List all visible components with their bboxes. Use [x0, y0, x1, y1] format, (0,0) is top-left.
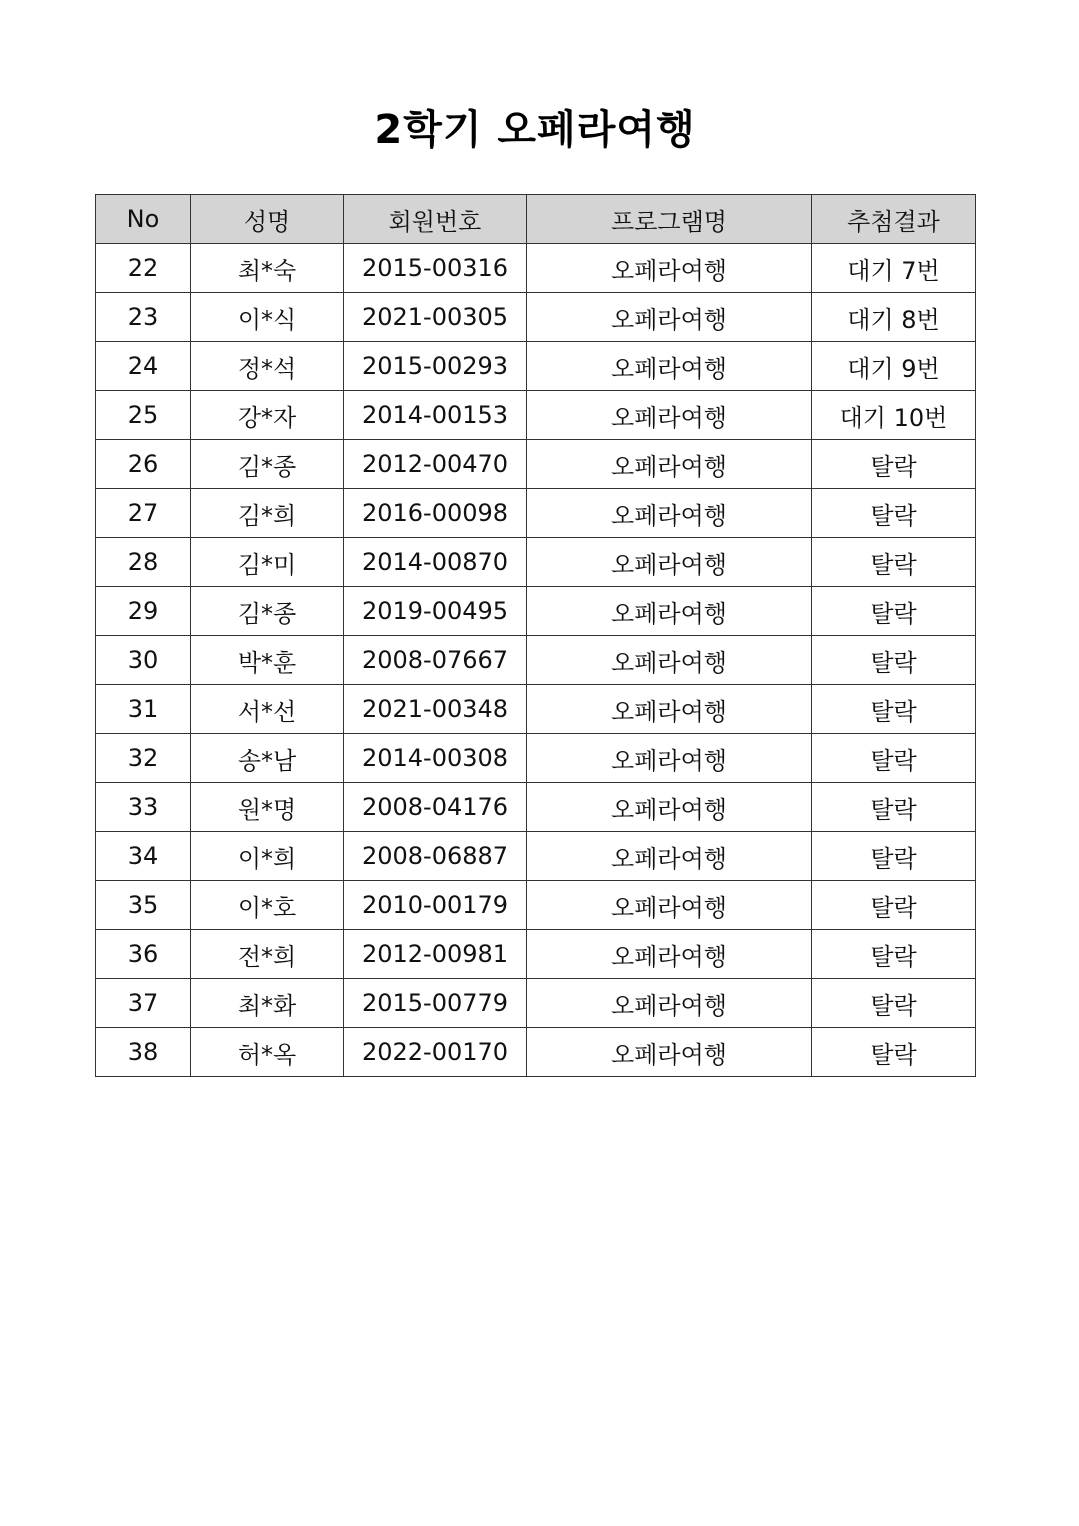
cell-name: 허*옥 [191, 1028, 344, 1077]
cell-no: 34 [96, 832, 191, 881]
header-member-number: 회원번호 [344, 195, 527, 244]
cell-no: 25 [96, 391, 191, 440]
cell-program-name: 오페라여행 [527, 881, 812, 930]
cell-member-number: 2015-00316 [344, 244, 527, 293]
table-row [96, 440, 976, 489]
cell-program-name: 오페라여행 [527, 685, 812, 734]
cell-draw-result: 탈락 [812, 538, 976, 587]
table-row [96, 1028, 976, 1077]
header-program-name: 프로그램명 [527, 195, 812, 244]
cell-name: 이*호 [191, 881, 344, 930]
cell-name: 이*식 [191, 293, 344, 342]
cell-member-number: 2015-00779 [344, 979, 527, 1028]
table-row [96, 489, 976, 538]
cell-name: 전*희 [191, 930, 344, 979]
cell-program-name: 오페라여행 [527, 342, 812, 391]
cell-no: 33 [96, 783, 191, 832]
cell-member-number: 2008-04176 [344, 783, 527, 832]
cell-draw-result: 탈락 [812, 685, 976, 734]
cell-program-name: 오페라여행 [527, 440, 812, 489]
cell-program-name: 오페라여행 [527, 538, 812, 587]
table-row [96, 979, 976, 1028]
cell-member-number: 2012-00981 [344, 930, 527, 979]
cell-draw-result: 대기 8번 [812, 293, 976, 342]
cell-no: 36 [96, 930, 191, 979]
cell-member-number: 2014-00153 [344, 391, 527, 440]
cell-program-name: 오페라여행 [527, 293, 812, 342]
cell-draw-result: 대기 10번 [812, 391, 976, 440]
cell-program-name: 오페라여행 [527, 636, 812, 685]
cell-no: 22 [96, 244, 191, 293]
cell-program-name: 오페라여행 [527, 391, 812, 440]
cell-member-number: 2008-07667 [344, 636, 527, 685]
cell-draw-result: 탈락 [812, 587, 976, 636]
cell-name: 김*종 [191, 587, 344, 636]
cell-name: 박*훈 [191, 636, 344, 685]
cell-member-number: 2008-06887 [344, 832, 527, 881]
table-row [96, 832, 976, 881]
cell-no: 37 [96, 979, 191, 1028]
cell-name: 서*선 [191, 685, 344, 734]
table-row [96, 685, 976, 734]
table-row [96, 538, 976, 587]
cell-member-number: 2014-00870 [344, 538, 527, 587]
cell-name: 이*희 [191, 832, 344, 881]
cell-no: 32 [96, 734, 191, 783]
cell-no: 31 [96, 685, 191, 734]
table-row [96, 391, 976, 440]
cell-no: 27 [96, 489, 191, 538]
cell-name: 송*남 [191, 734, 344, 783]
cell-member-number: 2021-00348 [344, 685, 527, 734]
cell-name: 김*희 [191, 489, 344, 538]
cell-name: 강*자 [191, 391, 344, 440]
table-row [96, 342, 976, 391]
table-row [96, 783, 976, 832]
table-row [96, 734, 976, 783]
cell-name: 정*석 [191, 342, 344, 391]
cell-member-number: 2012-00470 [344, 440, 527, 489]
table-row [96, 244, 976, 293]
cell-name: 최*화 [191, 979, 344, 1028]
cell-program-name: 오페라여행 [527, 783, 812, 832]
cell-program-name: 오페라여행 [527, 734, 812, 783]
cell-draw-result: 탈락 [812, 489, 976, 538]
cell-no: 28 [96, 538, 191, 587]
cell-draw-result: 대기 7번 [812, 244, 976, 293]
cell-member-number: 2022-00170 [344, 1028, 527, 1077]
cell-no: 38 [96, 1028, 191, 1077]
cell-member-number: 2015-00293 [344, 342, 527, 391]
cell-name: 김*종 [191, 440, 344, 489]
cell-draw-result: 탈락 [812, 440, 976, 489]
cell-name: 김*미 [191, 538, 344, 587]
cell-no: 24 [96, 342, 191, 391]
cell-program-name: 오페라여행 [527, 979, 812, 1028]
table-row [96, 293, 976, 342]
cell-no: 30 [96, 636, 191, 685]
cell-draw-result: 탈락 [812, 832, 976, 881]
cell-no: 35 [96, 881, 191, 930]
cell-draw-result: 탈락 [812, 636, 976, 685]
header-no: No [96, 195, 191, 244]
table-row [96, 587, 976, 636]
cell-draw-result: 탈락 [812, 930, 976, 979]
header-name: 성명 [191, 195, 344, 244]
table-row [96, 636, 976, 685]
cell-name: 최*숙 [191, 244, 344, 293]
cell-no: 23 [96, 293, 191, 342]
cell-name: 원*명 [191, 783, 344, 832]
header-draw-result: 추첨결과 [812, 195, 976, 244]
cell-member-number: 2019-00495 [344, 587, 527, 636]
header-row [96, 195, 976, 244]
cell-member-number: 2014-00308 [344, 734, 527, 783]
cell-program-name: 오페라여행 [527, 832, 812, 881]
cell-member-number: 2021-00305 [344, 293, 527, 342]
cell-member-number: 2010-00179 [344, 881, 527, 930]
cell-draw-result: 대기 9번 [812, 342, 976, 391]
cell-program-name: 오페라여행 [527, 587, 812, 636]
page-title: 2학기 오페라여행 [374, 107, 696, 153]
cell-program-name: 오페라여행 [527, 489, 812, 538]
cell-no: 29 [96, 587, 191, 636]
cell-program-name: 오페라여행 [527, 1028, 812, 1077]
table-row [96, 930, 976, 979]
cell-draw-result: 탈락 [812, 979, 976, 1028]
cell-program-name: 오페라여행 [527, 930, 812, 979]
results-table [95, 194, 976, 1077]
cell-program-name: 오페라여행 [527, 244, 812, 293]
cell-draw-result: 탈락 [812, 734, 976, 783]
table-body [96, 244, 976, 1077]
cell-draw-result: 탈락 [812, 1028, 976, 1077]
table-row [96, 881, 976, 930]
cell-draw-result: 탈락 [812, 881, 976, 930]
cell-draw-result: 탈락 [812, 783, 976, 832]
table-header [96, 195, 976, 244]
cell-no: 26 [96, 440, 191, 489]
cell-member-number: 2016-00098 [344, 489, 527, 538]
